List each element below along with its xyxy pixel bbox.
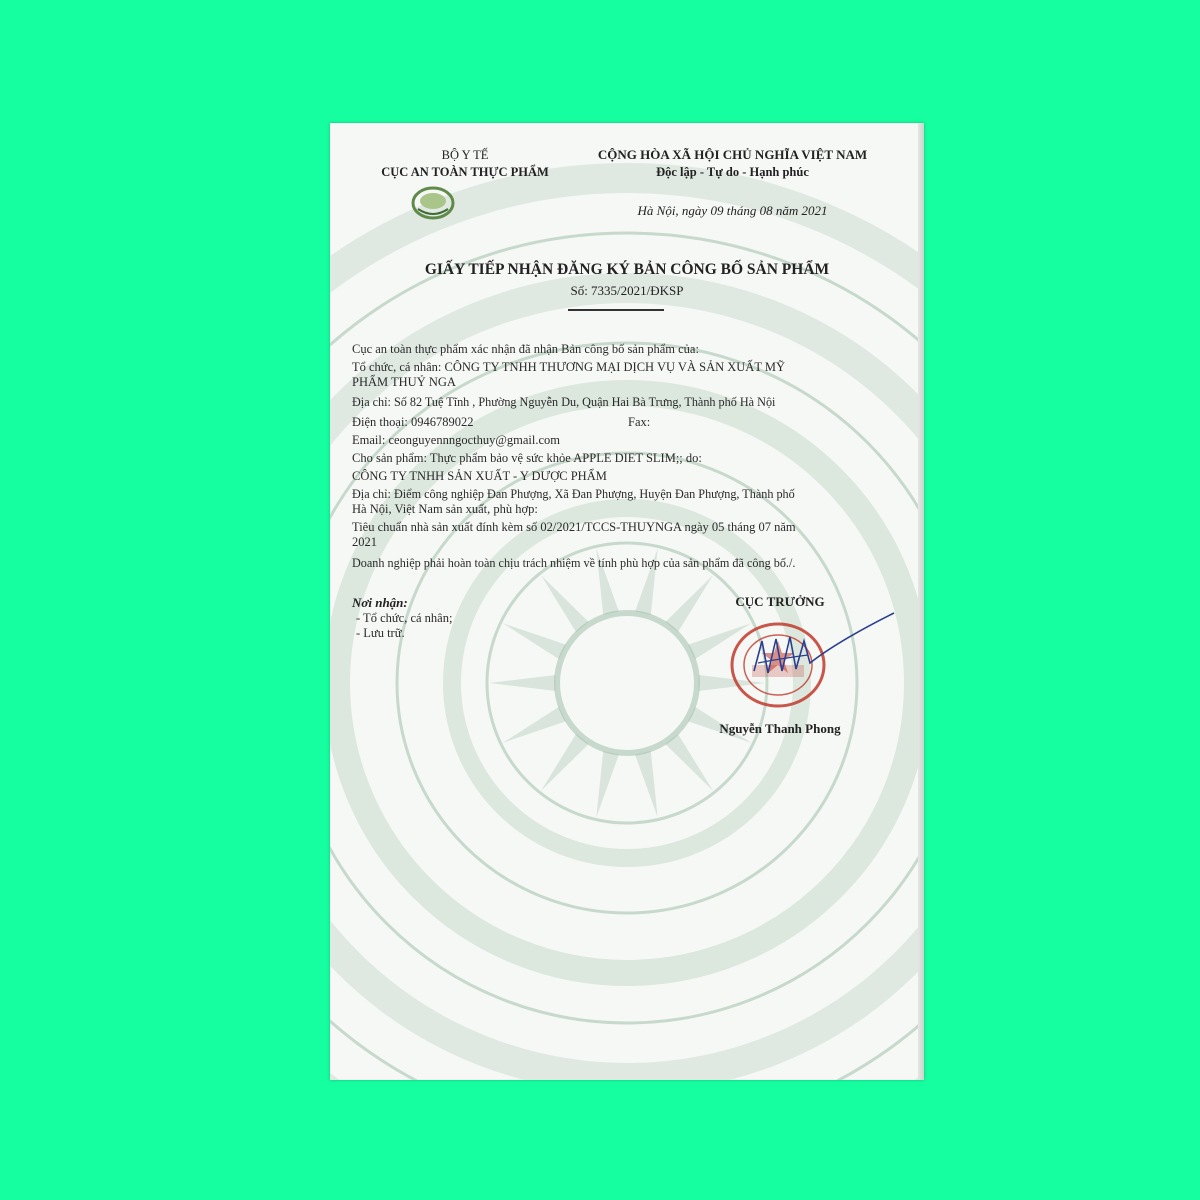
department-name: CỤC AN TOÀN THỰC PHẨM [381, 165, 549, 179]
standard-line-1: Tiêu chuẩn nhà sản xuất đính kèm số 02/2021/TCCS-THUYNGA ngày 05 tháng 07 năm [352, 520, 796, 534]
standard-line-2: 2021 [352, 535, 377, 549]
signer-position: CỤC TRƯỞNG [735, 594, 825, 609]
responsibility-statement: Doanh nghiệp phải hoàn toàn chịu trách nhiệm về tính phù hợp của sản phẩm đã công bố./. [352, 556, 796, 570]
vfa-emblem-icon [410, 185, 456, 221]
drum-star-ray [503, 707, 566, 743]
phone-number: Điện thoại: 0946789022 [352, 415, 474, 429]
certificate-document [330, 123, 924, 1080]
issue-date: Hà Nội, ngày 09 tháng 08 năm 2021 [637, 203, 828, 218]
drum-star-ray [503, 623, 566, 659]
handwritten-signature-icon [748, 611, 898, 691]
organization-line-2: PHẨM THUỶ NGA [352, 375, 456, 389]
recipients-heading: Nơi nhận: [352, 595, 408, 610]
fax-label: Fax: [628, 415, 651, 429]
email-address: Email: ceonguyennngocthuy@gmail.com [352, 433, 560, 447]
national-motto: Độc lập - Tự do - Hạnh phúc [656, 165, 809, 179]
product-line: Cho sản phẩm: Thực phẩm bảo vệ sức khỏe APPLE DIET SLIM;; do: [352, 451, 702, 465]
document-title: GIẤY TIẾP NHẬN ĐĂNG KÝ BẢN CÔNG BỐ SẢN PHẨM [424, 261, 830, 278]
intro-line: Cục an toàn thực phẩm xác nhận đã nhận Bản công bố sản phẩm của: [352, 342, 699, 356]
manufacturer-name: CÔNG TY TNHH SẢN XUẤT - Y DƯỢC PHẨM [352, 469, 607, 483]
organization-line-1: Tổ chức, cá nhân: CÔNG TY TNHH THƯƠNG MẠI DỊCH VỤ VÀ SẢN XUẤT MỸ [352, 360, 786, 374]
drum-star-ray [541, 575, 589, 632]
ministry-name: BỘ Y TẾ [441, 148, 489, 162]
document-number: Số: 7335/2021/ĐKSP [570, 283, 684, 298]
title-underline [568, 309, 664, 311]
drum-star-ray [541, 734, 589, 791]
drum-star-ray [665, 734, 713, 791]
recipient-item: - Tổ chức, cá nhân; [356, 611, 453, 625]
republic-name: CỘNG HÒA XÃ HỘI CHỦ NGHĨA VIỆT NAM [597, 147, 868, 162]
drum-star-ray [489, 675, 555, 691]
drum-star-ray [635, 751, 658, 818]
organization-address: Địa chỉ: Số 82 Tuệ Tĩnh , Phường Nguyễn Du, Quận Hai Bà Trưng, Thành phố Hà Nội [352, 395, 776, 409]
manufacturer-address-line-1: Địa chỉ: Điểm công nghiệp Đan Phượng, Xã Đan Phượng, Huyện Đan Phượng, Thành phố [352, 487, 795, 501]
manufacturer-address-line-2: Hà Nội, Việt Nam sản xuất, phù hợp: [352, 502, 538, 516]
signer-name: Nguyễn Thanh Phong [719, 721, 841, 736]
drum-star-ray [596, 751, 619, 818]
recipient-item: - Lưu trữ. [356, 626, 405, 640]
